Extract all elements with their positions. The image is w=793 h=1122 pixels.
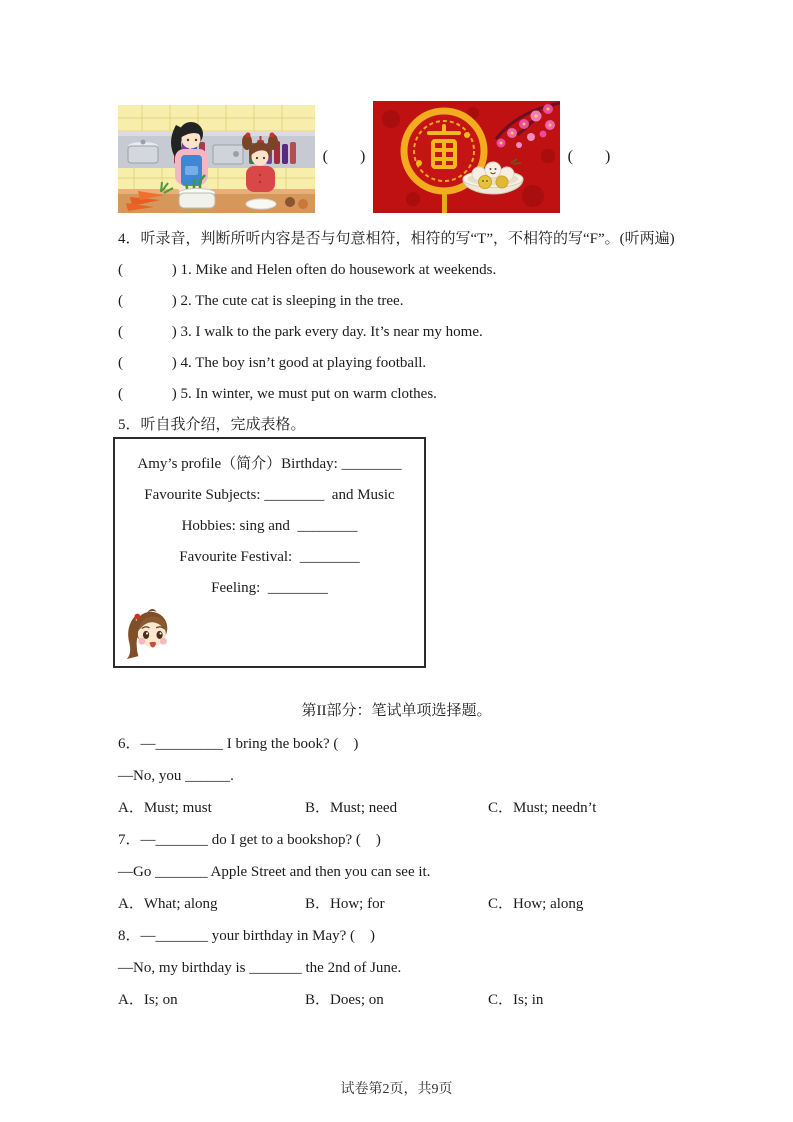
listening-images-row: [118, 100, 638, 213]
profile-line-hobbies: Hobbies: sing and ________: [181, 518, 358, 534]
question-6-line1: 6．—_________ I bring the book? ( ): [118, 736, 359, 752]
tf-item-3: ( ) 3. I walk to the park every day. It’s near my home.: [118, 324, 483, 340]
girl-avatar: [121, 604, 175, 660]
written-questions: [118, 728, 698, 1016]
question-8-option-a: A．Is; on: [118, 992, 178, 1008]
question-8-option-b: B．Does; on: [305, 992, 384, 1008]
question-8-option-c: C．Is; in: [488, 992, 544, 1008]
tf-item-1: ( ) 1. Mike and Helen often do housework at weekends.: [118, 262, 497, 278]
question-4: [118, 224, 698, 410]
tf-item-5: ( ) 5. In winter, we must put on warm clothes.: [118, 386, 437, 402]
profile-line-feeling: Feeling: ________: [211, 580, 328, 596]
tf-item-4: ( ) 4. The boy isn’t good at playing football.: [118, 355, 427, 371]
question-6-option-a: A．Must; must: [118, 800, 212, 816]
page-footer: 试卷第2页，共9页: [340, 1082, 453, 1097]
question-7-option-c: C．How; along: [488, 896, 584, 912]
kitchen-cooking-image: [118, 105, 315, 213]
question-7-option-a: A．What; along: [118, 896, 218, 912]
question-7-options: [118, 888, 698, 920]
question-6-option-b: B．Must; need: [305, 800, 398, 816]
profile-line-subjects: Favourite Subjects: ________ and Music: [144, 487, 395, 503]
profile-line-festival: Favourite Festival: ________: [179, 549, 360, 565]
answer-bracket-left: ( ): [322, 147, 366, 165]
question-4-prompt: 4．听录音，判断所听内容是否与句意相符，相符的写“T”，不相符的写“F”。(听两遍): [118, 231, 675, 247]
profile-line-birthday: Amy’s profile（简介）Birthday: ________: [137, 456, 402, 472]
question-7-option-b: B．How; for: [305, 896, 385, 912]
question-7-line1: 7．—_______ do I get to a bookshop? ( ): [118, 832, 381, 848]
answer-bracket-right: ( ): [567, 147, 611, 165]
part2-section-title: 第II部分：笔试单项选择题。: [301, 703, 492, 719]
question-7-line2: —Go _______ Apple Street and then you can see it.: [118, 864, 431, 880]
question-6-options: [118, 792, 698, 824]
question-8-options: [118, 984, 698, 1016]
question-5-prompt: 5．听自我介绍，完成表格。: [118, 417, 306, 433]
question-6-line2: —No, you ______.: [118, 768, 234, 784]
lantern-festival-image: [373, 101, 560, 213]
profile-box: [113, 437, 426, 668]
question-6-option-c: C．Must; needn’t: [488, 800, 597, 816]
question-8-line1: 8．—_______ your birthday in May? ( ): [118, 928, 376, 944]
question-8-line2: —No, my birthday is _______ the 2nd of June.: [118, 960, 402, 976]
tf-item-2: ( ) 2. The cute cat is sleeping in the tree.: [118, 293, 404, 309]
